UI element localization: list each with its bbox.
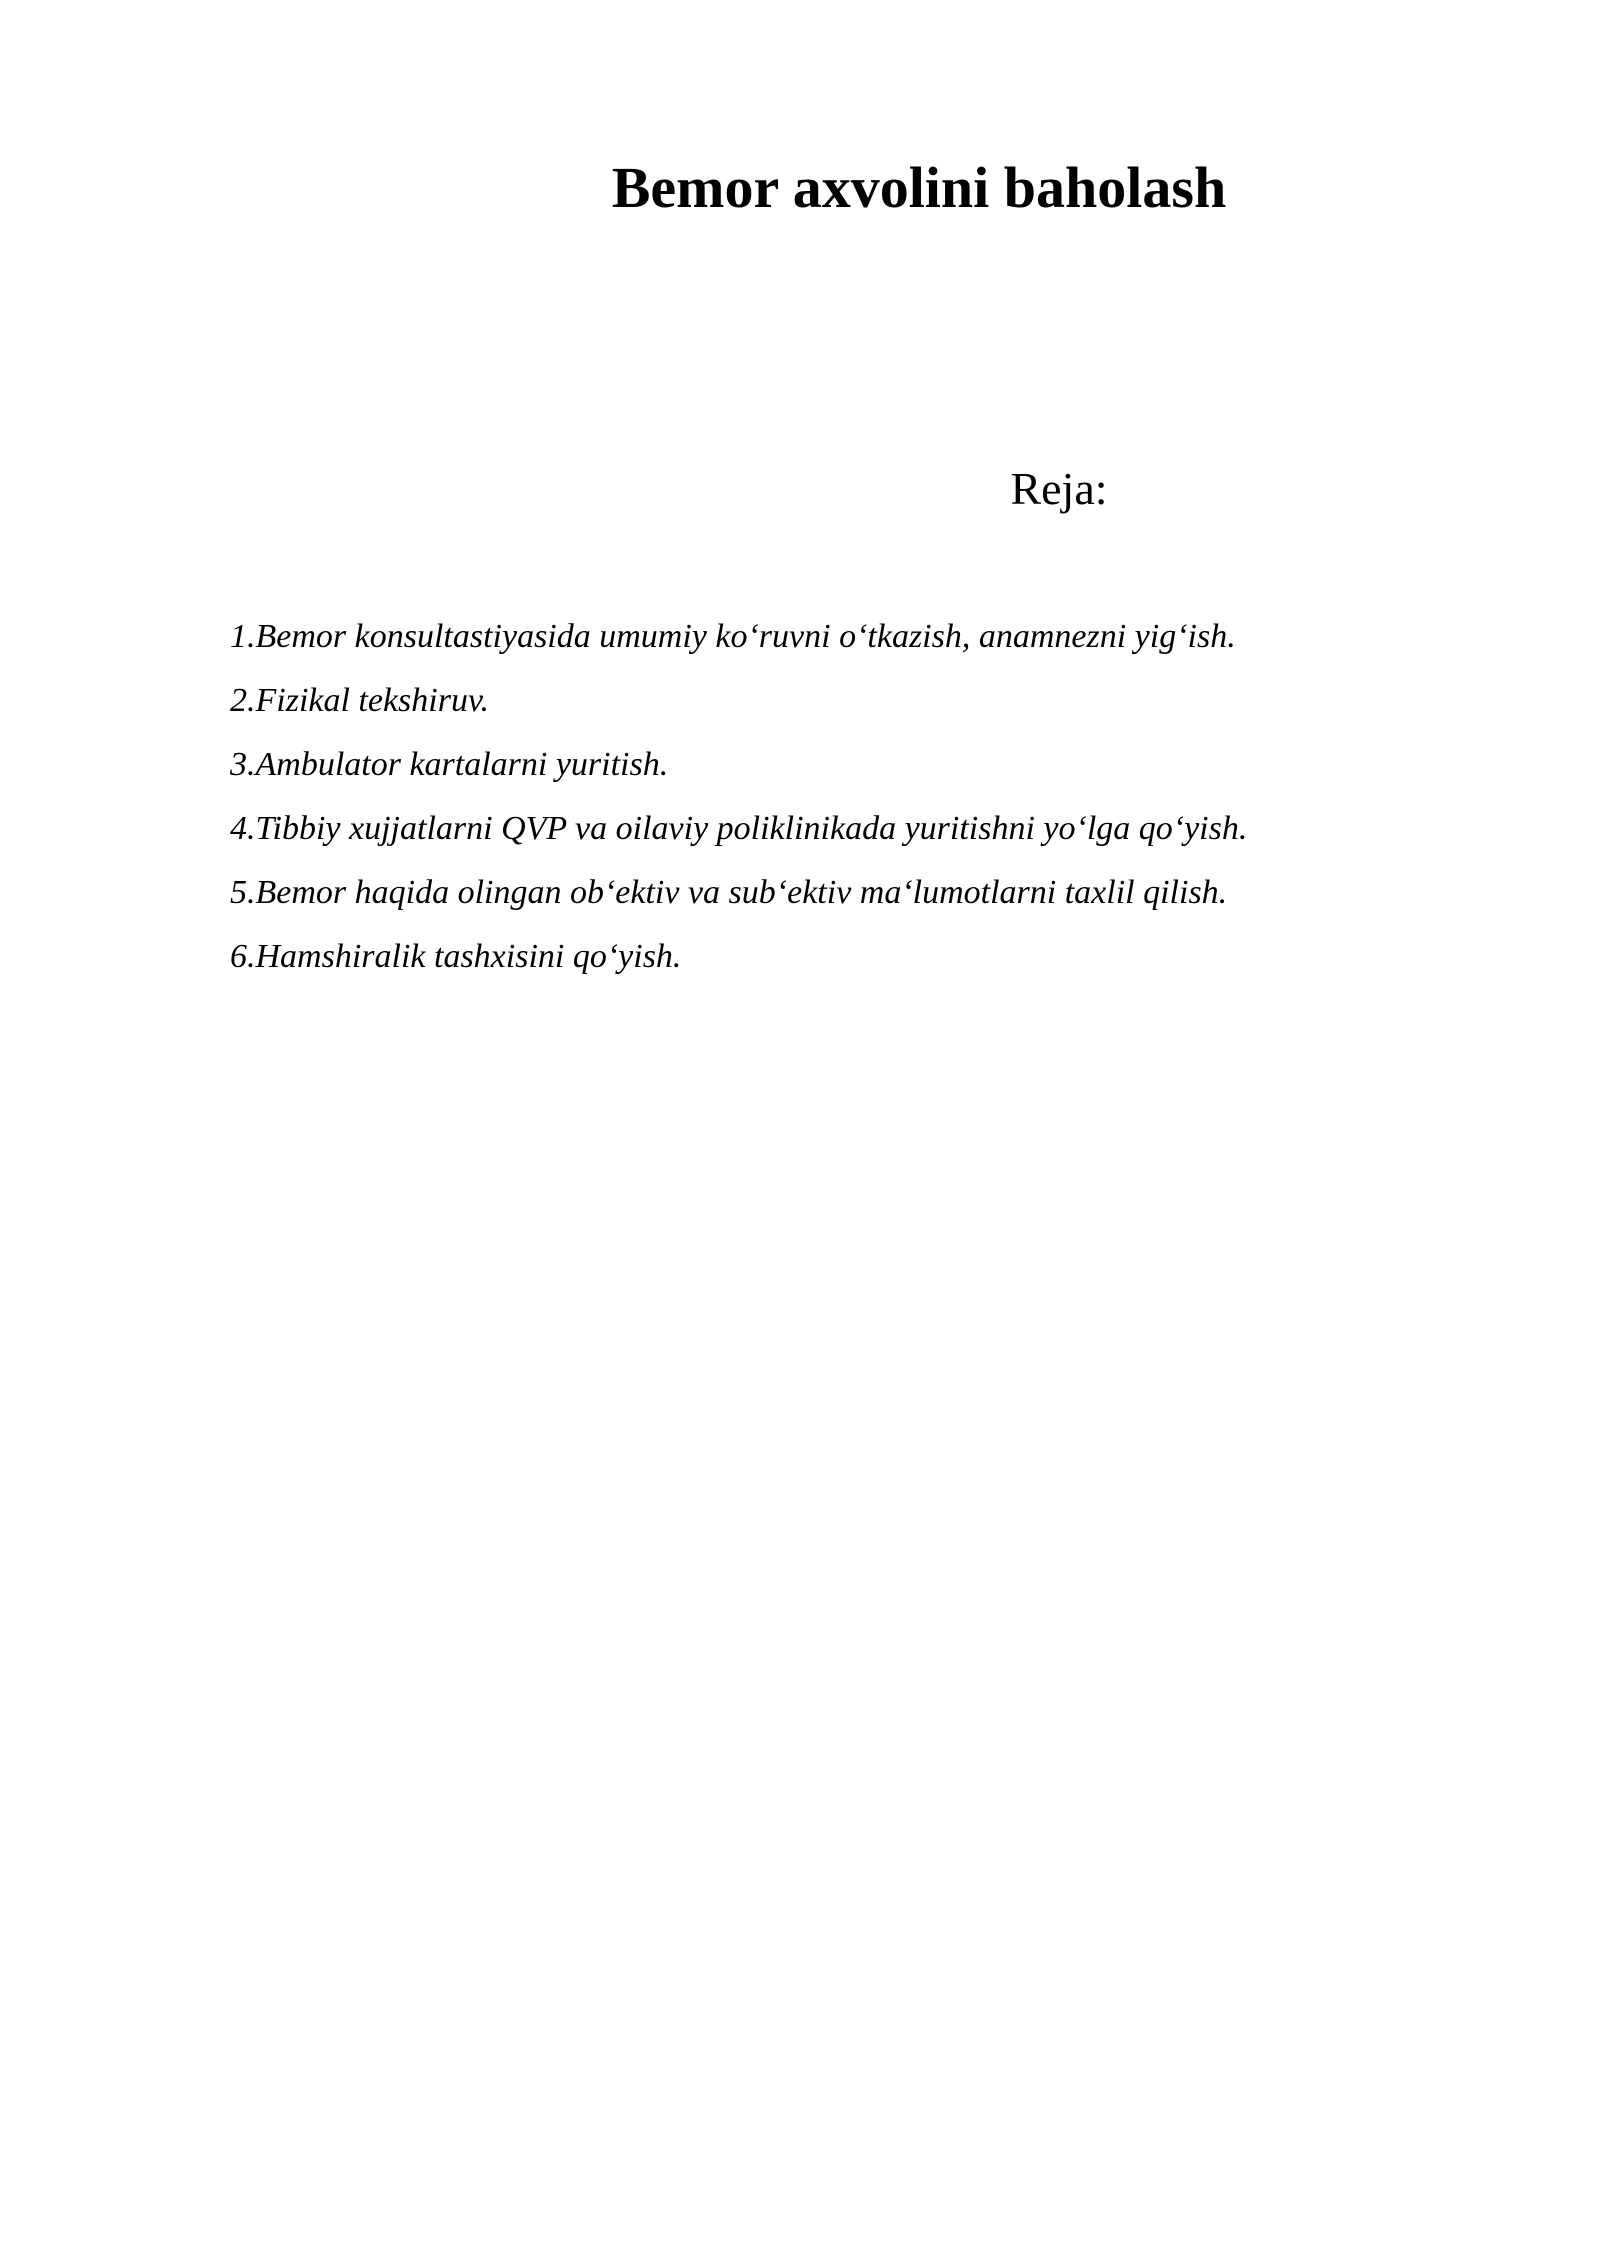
plan-item: 2.Fizikal tekshiruv.: [230, 682, 490, 719]
document-title: Bemor axvolini baholash: [611, 155, 1227, 220]
plan-list: [230, 605, 1430, 989]
plan-item: 1.Bemor konsultastiyasida umumiy ko‘ruvni o‘tkazish, anamnezni yig‘ish.: [230, 618, 1236, 655]
plan-item: 3.Ambulator kartalarni yuritish.: [230, 746, 669, 783]
plan-item: 5.Bemor haqida olingan ob‘ektiv va sub‘ektiv ma‘lumotlarni taxlil qilish.: [230, 874, 1228, 911]
plan-item: 6.Hamshiralik tashxisini qo‘yish.: [230, 938, 682, 975]
plan-heading: Reja:: [1010, 463, 1108, 514]
plan-item: 4.Tibbiy xujjatlarni QVP va oilaviy poliklinikada yuritishni yo‘lga qo‘yish.: [230, 810, 1248, 847]
